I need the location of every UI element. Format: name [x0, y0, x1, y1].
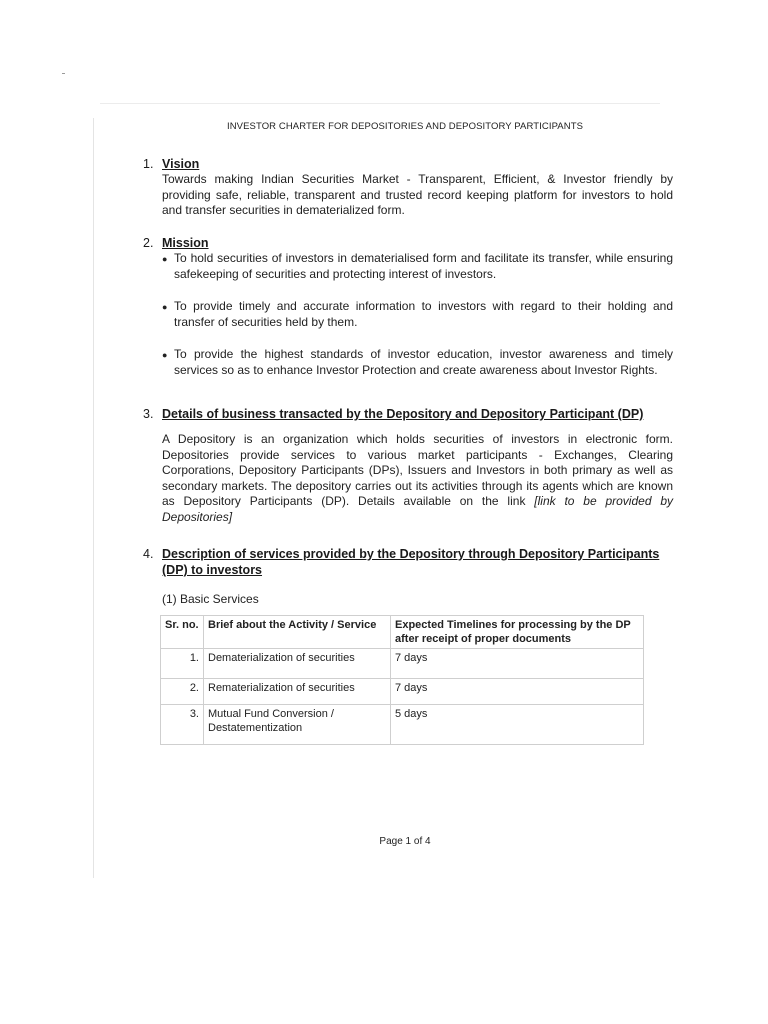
section-title: Mission	[162, 236, 209, 250]
cell-activity: Dematerialization of securities	[204, 649, 391, 679]
scan-edge-top	[100, 103, 660, 104]
scan-speck	[62, 73, 65, 74]
mission-bullet	[162, 251, 673, 282]
section-title: Details of business transacted by the Depository and Depository Participant (DP)	[162, 407, 644, 421]
section-title: Description of services provided by the Depository through Depository Participants (DP) to investors	[162, 547, 660, 577]
bullet-icon: ●	[162, 302, 168, 313]
cell-timeline: 5 days	[391, 705, 644, 745]
bullet-icon: ●	[162, 254, 168, 264]
section-mission	[143, 235, 673, 379]
cell-timeline: 7 days	[391, 649, 644, 679]
table-header-row	[161, 616, 644, 649]
scan-edge-left	[93, 118, 94, 878]
section-vision	[143, 156, 673, 219]
table-row	[161, 679, 644, 705]
bullet-icon: ●	[162, 350, 168, 361]
section-number: 2.	[143, 236, 154, 250]
cell-sr: 3.	[161, 705, 204, 745]
section-services	[143, 546, 673, 578]
header-activity: Brief about the Activity / Service	[204, 616, 391, 649]
section-title: Vision	[162, 157, 200, 171]
table-row	[161, 705, 644, 745]
cell-timeline: 7 days	[391, 679, 644, 705]
cell-sr: 1.	[161, 649, 204, 679]
section-number: 4.	[143, 547, 154, 561]
section-heading	[143, 156, 673, 172]
business-text-main: A Depository is an organization which holds securities of investors in electronic form. Depositories provide services to various market participants - Exchanges, Clearing Corporations, Depository Participants (DPs), Issuers and Investors in both primary as well as secondary markets. The depository carries out its activities through its agents which are known as Depository Participants (DP). Details available on the link	[162, 432, 673, 509]
section-heading	[143, 235, 673, 251]
section-heading	[143, 546, 673, 578]
section-business-details	[143, 406, 673, 526]
cell-activity: Mutual Fund Conversion / Destatementization	[204, 705, 391, 745]
page-number: Page 1 of 4	[379, 836, 431, 847]
bullet-text: To provide the highest standards of investor education, investor awareness and timely services so as to enhance Investor Protection and create awareness about Investor Rights.	[174, 347, 673, 377]
table-row	[161, 649, 644, 679]
business-text	[162, 432, 673, 526]
header-sr-no: Sr. no.	[161, 616, 204, 649]
document-title: INVESTOR CHARTER FOR DEPOSITORIES AND DEPOSITORY PARTICIPANTS	[226, 121, 584, 132]
cell-activity: Rematerialization of securities	[204, 679, 391, 705]
section-number: 1.	[143, 157, 154, 171]
section-heading	[143, 406, 673, 422]
basic-services-heading: (1) Basic Services	[162, 592, 259, 606]
mission-bullet	[162, 299, 673, 330]
mission-bullet	[162, 347, 673, 378]
bullet-text: To hold securities of investors in dematerialised form and facilitate its transfer, while ensuring safekeeping of securities and protecting interest of investors.	[174, 251, 673, 281]
vision-text: Towards making Indian Securities Market - Transparent, Efficient, & Investor friendly by providing safe, reliable, transparent and trusted record keeping platform for investors to hold and transfer securities in dematerialized form.	[162, 172, 673, 218]
cell-sr: 2.	[161, 679, 204, 705]
link-placeholder: [link to be provided by Depositories]	[162, 494, 673, 524]
header-timeline: Expected Timelines for processing by the DP after receipt of proper documents	[391, 616, 644, 649]
services-table	[160, 615, 644, 745]
bullet-text: To provide timely and accurate information to investors with regard to their holding and transfer of securities held by them.	[174, 299, 673, 329]
section-number: 3.	[143, 407, 154, 421]
